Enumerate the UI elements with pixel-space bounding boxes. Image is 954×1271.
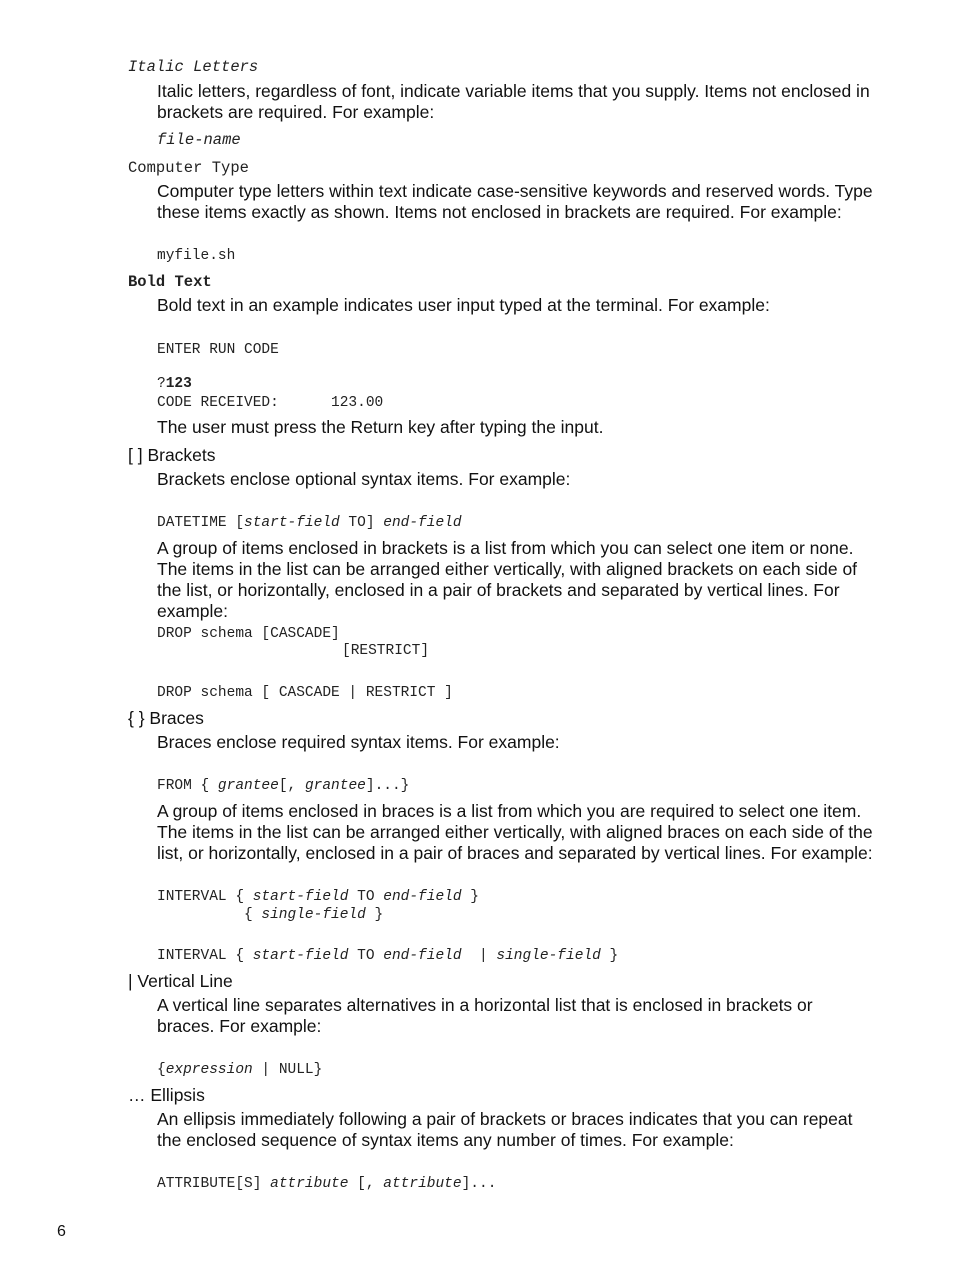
example-myfile: myfile.sh xyxy=(157,248,236,264)
example-prompt: ? xyxy=(157,376,166,392)
code-variable: start-field xyxy=(244,515,340,531)
code-variable: grantee xyxy=(304,778,366,794)
code-part: | xyxy=(461,948,497,964)
example-enter-run-code: ENTER RUN CODE xyxy=(157,342,279,358)
code-part: TO xyxy=(348,889,384,905)
desc-braces: Braces enclose required syntax items. For example: xyxy=(157,732,560,752)
code-part: TO] xyxy=(339,515,384,531)
desc2-braces: A group of items enclosed in braces is a list from which you are required to select one item. The items in the list can be arranged either vertically, with aligned braces on each side of the list, or horizontally, enclosed in a pair of braces and separated by vertical lines. For example: xyxy=(157,801,873,863)
term-bold-text: Bold Text xyxy=(128,273,212,291)
example-attribute xyxy=(157,1175,496,1193)
code-variable: expression xyxy=(165,1062,253,1078)
code-variable: attribute xyxy=(383,1176,462,1192)
example-expression-null xyxy=(157,1061,322,1079)
code-part: TO xyxy=(348,948,384,964)
example-drop-vertical-2: [RESTRICT] xyxy=(342,643,430,659)
example-code-received: CODE RECEIVED: 123.00 xyxy=(157,395,384,411)
code-variable: start-field xyxy=(252,889,349,905)
example-user-input: 123 xyxy=(165,376,192,392)
code-part: ATTRIBUTE[S] xyxy=(157,1176,271,1192)
desc-computer-type: Computer type letters within text indicate case-sensitive keywords and reserved words. Type these items exactly as shown. Items not enclosed in brackets are required. For example: xyxy=(157,181,873,222)
term-ellipsis: … Ellipsis xyxy=(128,1085,205,1105)
example-from-grantee xyxy=(157,777,409,795)
code-part: FROM { xyxy=(157,778,218,794)
code-part: DATETIME [ xyxy=(157,515,245,531)
code-part: { xyxy=(157,1062,166,1078)
code-variable: end-field xyxy=(383,515,462,531)
example-drop-horizontal: DROP schema [ CASCADE | RESTRICT ] xyxy=(157,685,453,701)
example-file-name: file-name xyxy=(157,131,241,149)
desc-vertical-line: A vertical line separates alternatives in a horizontal list that is enclosed in brackets or braces. For example: xyxy=(157,995,813,1036)
code-part: INTERVAL { xyxy=(157,948,253,964)
code-part: ]...} xyxy=(365,778,410,794)
example-interval-horizontal xyxy=(157,947,618,965)
example-interval-vertical-1 xyxy=(157,888,479,906)
code-variable: start-field xyxy=(252,948,349,964)
code-variable: grantee xyxy=(217,778,279,794)
code-part: { xyxy=(244,907,262,923)
example-drop-vertical-1: DROP schema [CASCADE] xyxy=(157,626,340,642)
example-prompt-line xyxy=(157,375,192,393)
term-computer-type: Computer Type xyxy=(128,159,249,177)
example-interval-vertical-2 xyxy=(244,906,383,924)
code-part: | NULL} xyxy=(252,1062,323,1078)
code-variable: single-field xyxy=(261,907,366,923)
page-number: 6 xyxy=(57,1223,66,1240)
term-brackets: [ ] Brackets xyxy=(128,445,216,465)
desc-ellipsis: An ellipsis immediately following a pair of brackets or braces indicates that you can repeat the enclosed sequence of syntax items any number of times. For example: xyxy=(157,1109,853,1150)
desc-brackets: Brackets enclose optional syntax items. For example: xyxy=(157,469,571,489)
code-part: [, xyxy=(348,1176,384,1192)
code-part: } xyxy=(365,907,384,923)
note-return-key: The user must press the Return key after typing the input. xyxy=(157,417,604,437)
desc2-brackets: A group of items enclosed in brackets is a list from which you can select one item or none. The items in the list can be arranged either vertically, with aligned brackets on each side of the list, or horizontally, enclosed in a pair of brackets and separated by vertical lines. For example: xyxy=(157,538,858,621)
code-variable: attribute xyxy=(270,1176,349,1192)
code-variable: end-field xyxy=(383,948,462,964)
term-italic-letters: Italic Letters xyxy=(128,58,259,76)
desc-bold-text: Bold text in an example indicates user input typed at the terminal. For example: xyxy=(157,295,770,315)
example-datetime xyxy=(157,514,462,532)
code-part: } xyxy=(600,948,619,964)
code-part: INTERVAL { xyxy=(157,889,253,905)
code-part: [, xyxy=(278,778,305,794)
code-variable: end-field xyxy=(383,889,462,905)
code-part: } xyxy=(461,889,479,905)
term-braces: { } Braces xyxy=(128,708,204,728)
code-part: ]... xyxy=(461,1176,497,1192)
term-vertical-line: | Vertical Line xyxy=(128,971,233,991)
code-variable: single-field xyxy=(496,948,601,964)
desc-italic-letters: Italic letters, regardless of font, indicate variable items that you supply. Items not enclosed in brackets are required. For example: xyxy=(157,81,870,122)
